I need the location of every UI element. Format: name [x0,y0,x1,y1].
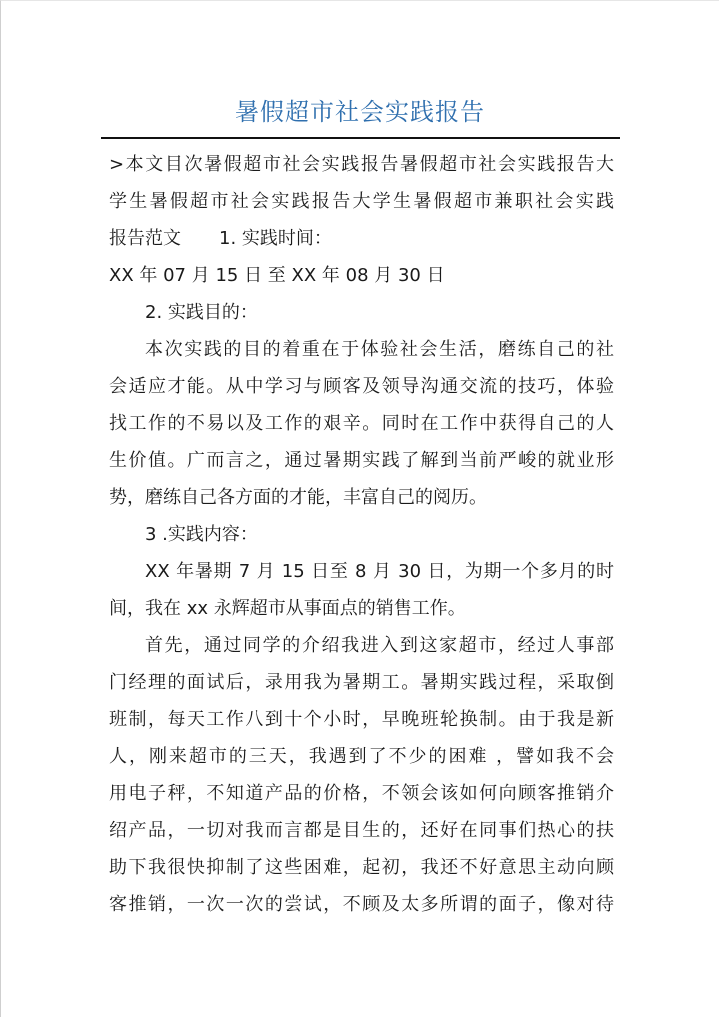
text-segment: 1. 实践时间： [219,228,332,249]
text-line: XX 年 07 月 15 日 至 XX 年 08 月 30 日 [109,265,445,286]
text-line: 本次实践的目的着重在于体验社会生活，磨练自己的社 [145,339,614,360]
text-line: 势，磨练自己各方面的才能，丰富自己的阅历。 [109,487,487,508]
text-line: 用电子秤，不知道产品的价格，不领会该如何向顾客推销介 [109,783,614,804]
text-line: 找工作的不易以及工作的艰辛。同时在工作中获得自己的人 [109,413,614,434]
text-line: 助下我很快抑制了这些困难，起初，我还不好意思主动向顾 [109,857,614,878]
text-line: 客推销，一次一次的尝试，不顾及太多所谓的面子，像对待 [109,894,614,915]
text-line: 生价值。广而言之，通过暑期实践了解到当前严峻的就业形 [109,450,614,471]
text-line: 学生暑假超市社会实践报告大学生暑假超市兼职社会实践 [109,191,614,212]
text-line: 会适应才能。从中学习与顾客及领导沟通交流的技巧，体验 [109,376,614,397]
text-line: XX 年暑期 7 月 15 日至 8 月 30 日，为期一个多月的时 [145,561,614,582]
title-divider [101,137,620,139]
text-line: 首先，通过同学的介绍我进入到这家超市，经过人事部 [145,635,614,656]
text-line: 班制，每天工作八到十个小时，早晚班轮换制。由于我是新 [109,709,614,730]
text-line: 间，我在 xx 永辉超市从事面点的销售工作。 [109,598,466,619]
document-title: 暑假超市社会实践报告 [235,98,485,126]
text-line [109,220,614,257]
text-segment: 报告范文 [109,228,181,249]
section-heading: 3 .实践内容： [145,524,258,545]
document-body [109,146,614,923]
section-heading: 2. 实践目的： [145,302,258,323]
text-line: 门经理的面试后，录用我为暑期工。暑期实践过程，采取倒 [109,672,614,693]
text-line: 绍产品，一切对我而言都是目生的，还好在同事们热心的扶 [109,820,614,841]
text-line: 人，刚来超市的三天，我遇到了不少的困难 ，譬如我不会 [109,746,614,767]
text-line: >本文目次暑假超市社会实践报告暑假超市社会实践报告大 [109,154,614,175]
